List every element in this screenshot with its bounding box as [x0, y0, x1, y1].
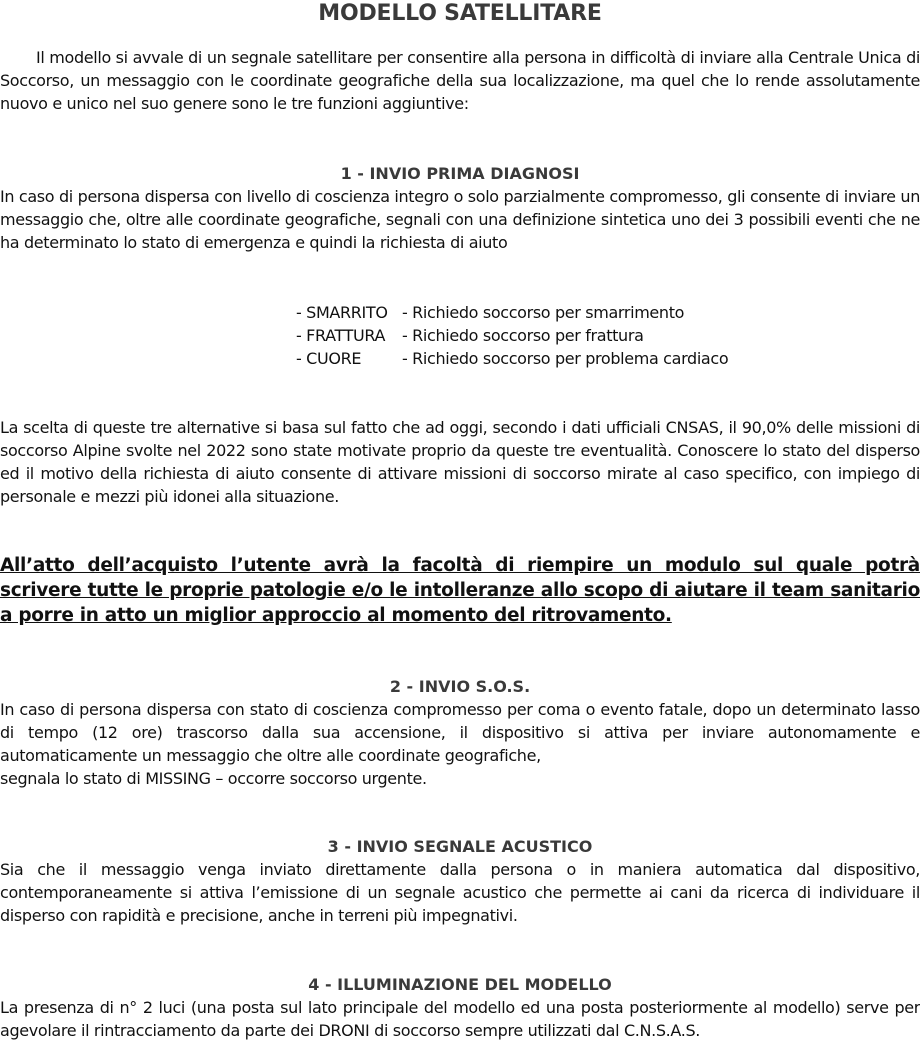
intro-paragraph: Il modello si avvale di un segnale satellitare per consentire alla persona in difficoltà di inviare alla Centrale Unica di Soccorso, un messaggio con le coordinate geografiche della sua localizzazione, ma quel che lo rende assolutamente nuovo e unico nel suo genere sono le tre funzioni aggiuntive:	[0, 48, 920, 113]
section-3-body: Sia che il messaggio venga inviato direttamente dalla persona o in maniera automatica dal dispositivo, contemporaneamente si attiva l’emissione di un segnale acustico che permette ai cani da ricerca di individuare il disperso con rapidità e precisione, anche in terreni più impegnativi.	[0, 860, 920, 925]
option-cuore	[296, 347, 816, 370]
option-description: - Richiedo soccorso per smarrimento	[402, 303, 685, 322]
option-smarrito	[296, 301, 816, 324]
section-1-heading: 1 - INVIO PRIMA DIAGNOSI	[340, 164, 580, 183]
option-description: - Richiedo soccorso per frattura	[402, 326, 644, 345]
section-2-body: In caso di persona dispersa con stato di coscienza compromesso per coma o evento fatale, dopo un determinato lasso di tempo (12 ore) trascorso dalla sua accensione, il dispositivo si attiva per inviare autonomamente e automaticamente un messaggio che oltre alle coordinate geografiche,	[0, 700, 920, 765]
option-description: - Richiedo soccorso per problema cardiaco	[402, 349, 729, 368]
option-key: - SMARRITO	[296, 303, 388, 322]
section-1-body: In caso di persona dispersa con livello di coscienza integro o solo parzialmente compromesso, gli consente di inviare un messaggio che, oltre alle coordinate geografiche, segnali con una definizione sintetica uno dei 3 possibili eventi che ne ha determinato lo stato di emergenza e quindi la richiesta di aiuto	[0, 187, 920, 252]
section-4-heading: 4 - ILLUMINAZIONE DEL MODELLO	[308, 975, 612, 994]
option-frattura	[296, 324, 816, 347]
option-key: - CUORE	[296, 349, 362, 368]
section-3-heading: 3 - INVIO SEGNALE ACUSTICO	[327, 837, 593, 856]
section-2-missing-line: segnala lo stato di MISSING – occorre soccorso urgente.	[0, 769, 427, 788]
section-2-heading: 2 - INVIO S.O.S.	[389, 677, 531, 696]
section-4-body: La presenza di n° 2 luci (una posta sul lato principale del modello ed una posta posteriormente al modello) serve per agevolare il rintracciamento da parte dei DRONI di soccorso sempre utilizzati dal C.N.S.A.S.	[0, 998, 920, 1040]
rationale-paragraph: La scelta di queste tre alternative si basa sul fatto che ad oggi, secondo i dati ufficiali CNSAS, il 90,0% delle missioni di soccorso Alpine svolte nel 2022 sono state motivate proprio da queste tre eventualità. Conoscere lo stato del disperso ed il motivo della richiesta di aiuto consente di attivare missioni di soccorso mirate al caso specifico, con impiego di personale e mezzi più idonei alla situazione.	[0, 418, 920, 506]
document-title: MODELLO SATELLITARE	[318, 1, 602, 26]
emergency-options-list	[296, 301, 816, 370]
purchase-notice: All’atto dell’acquisto l’utente avrà la facoltà di riempire un modulo sul quale potrà scrivere tutte le proprie patologie e/o le intolleranze allo scopo di aiutare il team sanitario a porre in atto un miglior approccio al momento del ritrovamento.	[0, 555, 920, 626]
option-key: - FRATTURA	[296, 326, 386, 345]
